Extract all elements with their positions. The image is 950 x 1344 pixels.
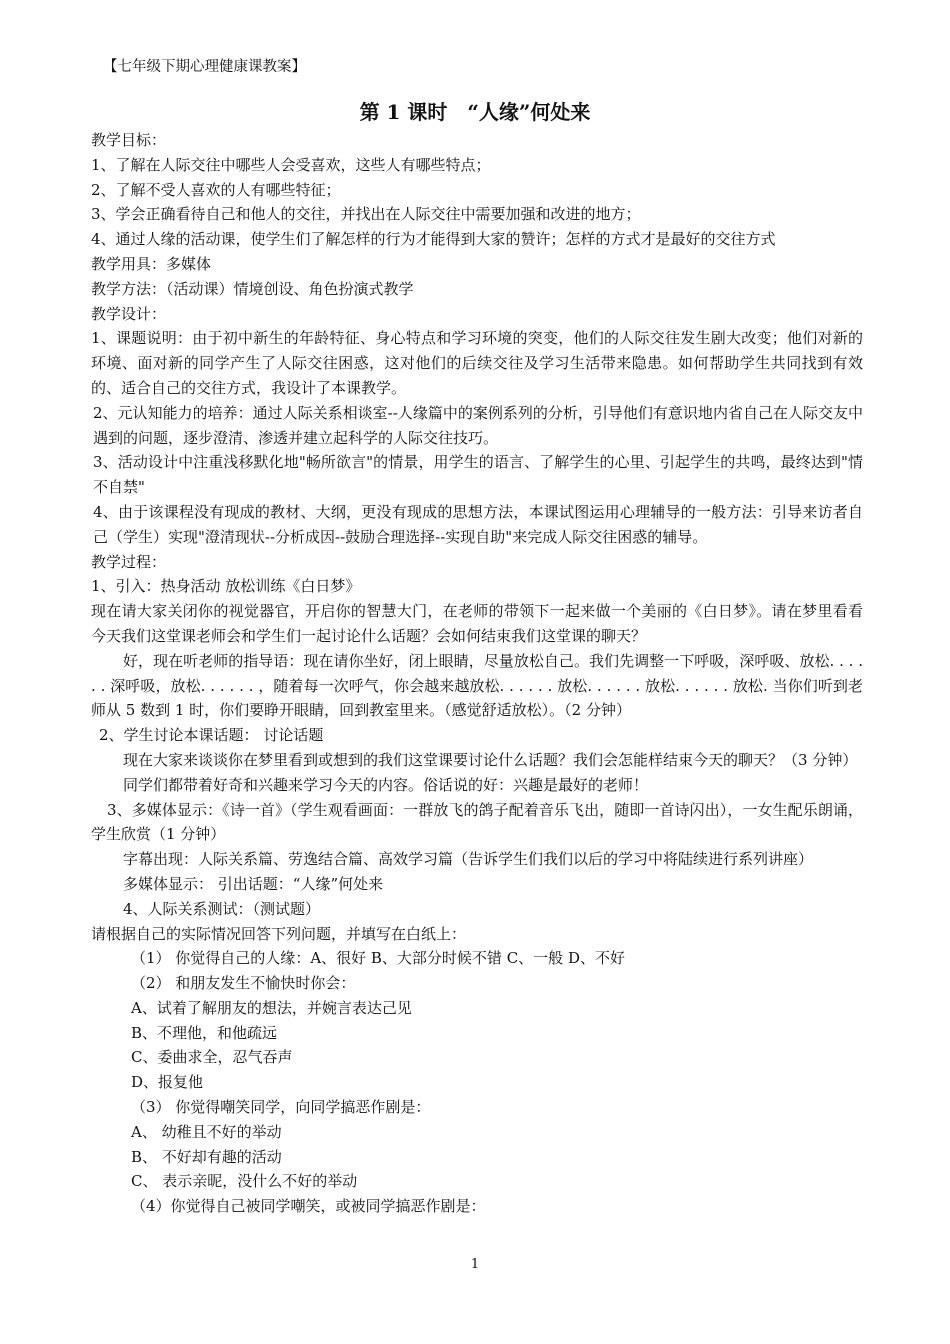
design-item: 3、活动设计中注重浅移默化地"畅所欲言"的情景，用学生的语言、了解学生的心里、引起学生的共鸣，最终达到"情不自禁" — [93, 453, 863, 497]
design-item: 2、元认知能力的培养：通过人际关系相谈室--人缘篇中的案例系列的分析，引导他们有意识地内省自己在人际交友中遇到的问题，逐步澄清、渗透并建立起科学的人际交往技巧。 — [93, 403, 863, 447]
intro-paragraph: 现在请大家关闭你的视觉器官，开启你的智慧大门，在老师的带领下一起来做一个美丽的《白日梦》。请在梦里看看今天我们这堂课老师会和学生们一起讨论什么话题？会如何结束我们这堂课的聊天？ — [91, 602, 863, 645]
objectives-heading: 教学目标： — [91, 131, 167, 149]
objective-item: 4、通过人缘的活动课，使学生们了解怎样的行为才能得到大家的赞许；怎样的方式才是最好的交往方式 — [91, 230, 776, 249]
objective-item: 1、了解在人际交往中哪些人会受喜欢，这些人有哪些特点； — [91, 155, 491, 174]
objective-item: 3、学会正确看待自己和他人的交往，并找出在人际交往中需要加强和改进的地方； — [91, 205, 641, 224]
option-item: C、 表示亲昵，没什么不好的举动 — [131, 1172, 358, 1191]
option-item: D、报复他 — [131, 1073, 204, 1092]
question-item: （3） 你觉得嘲笑同学，向同学搞恶作剧是： — [131, 1098, 431, 1117]
option-item: C、委曲求全，忍气吞声 — [131, 1048, 293, 1067]
option-item: B、不理他，和他疏远 — [131, 1023, 278, 1042]
discuss-paragraph: 同学们都带着好奇和兴趣来学习今天的内容。俗话说的好：兴趣是最好的老师！ — [123, 775, 649, 794]
question-item: （2） 和朋友发生不愉快时你会： — [131, 974, 356, 993]
test-instruction: 请根据自己的实际情况回答下列问题，并填写在白纸上： — [91, 924, 467, 943]
discuss-title: 2、学生讨论本课话题： 讨论话题 — [99, 726, 324, 745]
page-number: 1 — [470, 1257, 480, 1272]
option-item: A、 幼稚且不好的举动 — [131, 1122, 282, 1141]
option-item: A、试着了解朋友的想法，并婉言表达己见 — [131, 998, 412, 1017]
teaching-tools: 教学用具：多媒体 — [91, 254, 212, 273]
lesson-title: 第 1 课时 “人缘”何处来 — [359, 100, 591, 124]
process-heading: 教学过程： — [91, 552, 167, 571]
intro-title: 1、引入：热身活动 放松训练《白日梦》 — [91, 577, 361, 596]
test-title: 4、人际关系测试：（测试题） — [123, 899, 321, 918]
design-item: 4、由于该课程没有现成的教材、大纲，更没有现成的思想方法，本课试图运用心理辅导的一般方法：引导来访者自己（学生）实现"澄清现状--分析成因--鼓励合理选择--实现自助"来完成人际交往困惑的辅导。 — [93, 502, 863, 546]
intro-guidance-paragraph: 好，现在听老师的指导语：现在请你坐好，闭上眼睛，尽量放松自己。我们先调整一下呼吸，深呼吸、放松. . . . . . 深呼吸，放松. . . . . . ，随着每一次呼气，你会越来越放松. . . . . . 放松. . . . . . 放松. . . . . . 放松. 当你们听到老师从 5 数到 1 时，你们要睁开眼睛，回到教室里来。（感觉舒适放松）。（2 分钟） — [91, 651, 863, 720]
design-heading: 教学设计： — [91, 304, 167, 323]
caption-paragraph: 字幕出现：人际关系篇、劳逸结合篇、高效学习篇（告诉学生们我们以后的学习中将陆续进行系列讲座） — [123, 850, 814, 869]
media-topic-paragraph: 多媒体显示： 引出话题：“人缘”何处来 — [123, 874, 384, 893]
question-item: （4）你觉得自己被同学嘲笑，或被同学搞恶作剧是： — [131, 1197, 486, 1216]
lesson-body — [91, 128, 863, 1219]
objective-item: 2、了解不受人喜欢的人有哪些特征； — [91, 180, 341, 199]
teaching-method: 教学方法：（活动课）情境创设、角色扮演式教学 — [91, 279, 414, 298]
option-item: B、 不好却有趣的活动 — [131, 1147, 282, 1166]
design-item: 1、课题说明：由于初中新生的年龄特征、身心特点和学习环境的突变，他们的人际交往发生剧大改变；他们对新的环境、面对新的同学产生了人际交往困惑，这对他们的后续交往及学习生活带来隐患。如何帮助学生共同找到有效的、适合自己的交往方式，我设计了本课教学。 — [91, 329, 863, 397]
question-item: （1） 你觉得自己的人缘：A、很好 B、大部分时候不错 C、一般 D、不好 — [131, 949, 625, 968]
media-paragraph: 3、多媒体显示：《诗一首》（学生观看画面：一群放飞的鸽子配着音乐飞出，随即一首诗闪出），一女生配乐朗诵，学生欣赏（1 分钟） — [91, 800, 863, 844]
header-note: 【七年级下期心理健康课教案】 — [103, 59, 306, 75]
discuss-paragraph: 现在大家来谈谈你在梦里看到或想到的我们这堂课要讨论什么话题？我们会怎能样结束今天的聊天？（3 分钟） — [123, 750, 858, 769]
